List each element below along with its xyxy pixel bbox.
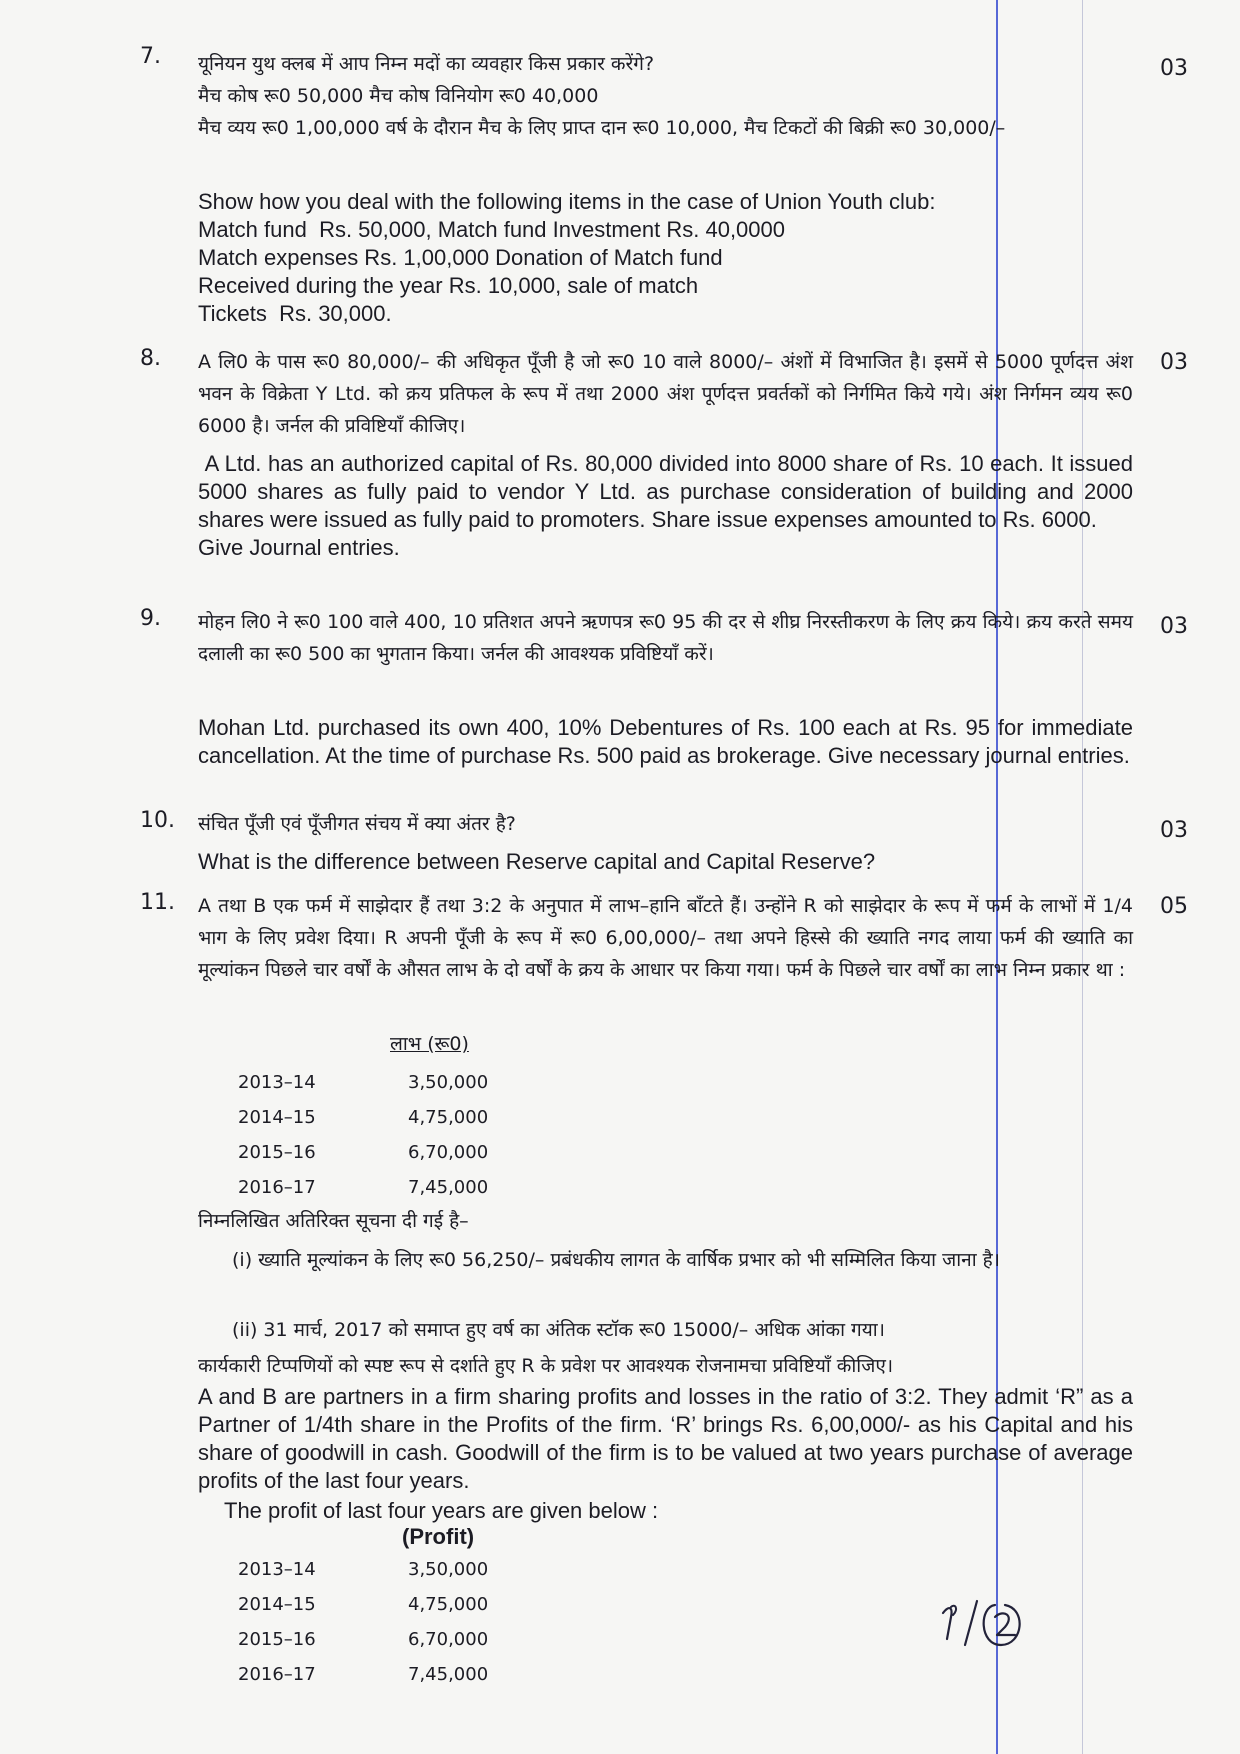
instruction-hindi: कार्यकारी टिप्पणियों को स्पष्ट रूप से दर्शाते हुए R के प्रवेश पर आवश्यक रोजनामचा प्रविष्टियाँ कीजिए। bbox=[198, 1355, 894, 1377]
year-cell: 2015–16 bbox=[238, 1142, 316, 1163]
hindi-line: मैच कोष रू0 50,000 मैच कोष विनियोग रू0 40,000 bbox=[198, 85, 599, 107]
english-line: Match expenses Rs. 1,00,000 Donation of Match fund bbox=[198, 245, 723, 270]
profit-table-header-english: (Profit) bbox=[402, 1524, 475, 1549]
question-number: 7. bbox=[140, 44, 161, 69]
profit-table-english bbox=[238, 1552, 528, 1692]
amount-cell: 7,45,000 bbox=[408, 1177, 489, 1198]
question-marks: 05 bbox=[1160, 894, 1188, 919]
extra-info-note-2: (ii) 31 मार्च, 2017 को समाप्त हुए वर्ष का अंतिक स्टॉक रू0 15000/– अधिक आंका गया। bbox=[232, 1319, 885, 1341]
english-instruction: Give Journal entries. bbox=[198, 535, 400, 560]
english-line: Received during the year Rs. 10,000, sale of match bbox=[198, 273, 699, 298]
question-marks: 03 bbox=[1160, 56, 1188, 81]
question-number: 10. bbox=[140, 808, 175, 833]
table-row bbox=[238, 1100, 528, 1135]
question-text-hindi: संचित पूँजी एवं पूँजीगत संचय में क्या अंतर है? bbox=[198, 813, 516, 835]
year-cell: 2016–17 bbox=[238, 1664, 316, 1685]
english-line: Show how you deal with the following items in the case of Union Youth club: bbox=[198, 189, 936, 214]
amount-cell: 4,75,000 bbox=[408, 1107, 489, 1128]
hindi-line: यूनियन युथ क्लब में आप निम्न मदों का व्यवहार किस प्रकार करेंगे? bbox=[198, 53, 655, 75]
question-text-english bbox=[198, 450, 1140, 562]
table-row bbox=[238, 1587, 528, 1622]
profit-intro-english: The profit of last four years are given below : bbox=[224, 1498, 659, 1523]
amount-cell: 3,50,000 bbox=[408, 1559, 489, 1580]
year-cell: 2016–17 bbox=[238, 1177, 316, 1198]
table-row bbox=[238, 1622, 528, 1657]
year-cell: 2013–14 bbox=[238, 1559, 316, 1580]
table-row bbox=[238, 1065, 528, 1100]
question-text-hindi: मोहन लि0 ने रू0 100 वाले 400, 10 प्रतिशत अपने ऋणपत्र रू0 95 की दर से शीघ्र निरस्तीकरण के लिए क्रय किये। क्रय करते समय दलाली का रू0 500 का भुगतान किया। जर्नल की आवश्यक प्रविष्टियाँ करें। bbox=[198, 611, 1133, 665]
question-text-english: What is the difference between Reserve capital and Capital Reserve? bbox=[198, 849, 876, 874]
extra-info-heading: निम्नलिखित अतिरिक्त सूचना दी गई है– bbox=[198, 1210, 469, 1232]
question-text-english bbox=[198, 188, 1133, 328]
question-text-hindi: A तथा B एक फर्म में साझेदार हैं तथा 3:2 के अनुपात में लाभ–हानि बाँटते हैं। उन्होंने R को साझेदार के रूप में फर्म के लाभों में 1/4 भाग के लिए प्रवेश दिया। R अपनी पूँजी के रूप में रू0 6,00,000/– तथा अपने हिस्से की ख्याति नगद लाया फर्म की ख्याति का मूल्यांकन पिछले चार वर्षों के औसत लाभ के दो वर्षों के क्रय के आधार पर किया गया। फर्म के पिछले चार वर्षों का लाभ निम्न प्रकार था : bbox=[198, 895, 1133, 981]
question-text-hindi bbox=[198, 48, 1133, 144]
amount-cell: 6,70,000 bbox=[408, 1629, 489, 1650]
profit-table-hindi bbox=[238, 1065, 528, 1205]
question-text-english: A and B are partners in a firm sharing profits and losses in the ratio of 3:2. They admit ‘R” as a Partner of 1/4th share in the Profits of the firm. ‘R’ brings Rs. 6,00,000/- as his Capital and his share of goodwill in cash. Goodwill of the firm is to be valued at two years purchase of average profits of the last four years. bbox=[198, 1384, 1133, 1493]
amount-cell: 4,75,000 bbox=[408, 1594, 489, 1615]
table-row bbox=[238, 1170, 528, 1205]
question-number: 11. bbox=[140, 890, 175, 915]
table-row bbox=[238, 1657, 528, 1692]
question-number: 9. bbox=[140, 606, 161, 631]
extra-info-note-1: (i) ख्याति मूल्यांकन के लिए रू0 56,250/– प्रबंधकीय लागत के वार्षिक प्रभार को भी सम्मिलित किया जाना है। bbox=[232, 1249, 1000, 1271]
year-cell: 2014–15 bbox=[238, 1107, 316, 1128]
question-text-hindi: A लि0 के पास रू0 80,000/– की अधिकृत पूँजी है जो रू0 10 वाले 8000/– अंशों में विभाजित है। इसमें से 5000 पूर्णदत्त अंश भवन के विक्रेता Y Ltd. को क्रय प्रतिफल के रूप में तथा 2000 अंश पूर्णदत्त प्रवर्तकों को निर्गमित किये गये। अंश निर्गमन व्यय रू0 6000 है। जर्नल की प्रविष्टियाँ कीजिए। bbox=[198, 351, 1133, 437]
english-line: Match fund Rs. 50,000, Match fund Investment Rs. 40,0000 bbox=[198, 217, 785, 242]
amount-cell: 7,45,000 bbox=[408, 1664, 489, 1685]
year-cell: 2015–16 bbox=[238, 1629, 316, 1650]
english-line: Tickets Rs. 30,000. bbox=[198, 301, 392, 326]
english-paragraph: A Ltd. has an authorized capital of Rs. 80,000 divided into 8000 share of Rs. 10 each. It issued 5000 shares as fully paid to vendor Y Ltd. as purchase consideration of building and 2000 shares were issued as fully paid to promoters. Share issue expenses amounted to Rs. 6000. bbox=[198, 451, 1140, 532]
question-text-english: Mohan Ltd. purchased its own 400, 10% Debentures of Rs. 100 each at Rs. 95 for immediate cancellation. At the time of purchase Rs. 500 paid as brokerage. Give necessary journal entries. bbox=[198, 715, 1133, 768]
year-cell: 2014–15 bbox=[238, 1594, 316, 1615]
hindi-line: मैच व्यय रू0 1,00,000 वर्ष के दौरान मैच के लिए प्राप्त दान रू0 10,000, मैच टिकटों की बिक्री रू0 30,000/– bbox=[198, 117, 1006, 139]
amount-cell: 3,50,000 bbox=[408, 1072, 489, 1093]
amount-cell: 6,70,000 bbox=[408, 1142, 489, 1163]
profit-table-header-hindi: लाभ (रू0) bbox=[390, 1033, 469, 1055]
handwritten-page-mark bbox=[935, 1595, 1035, 1655]
question-marks: 03 bbox=[1160, 818, 1188, 843]
question-number: 8. bbox=[140, 346, 161, 371]
table-row bbox=[238, 1135, 528, 1170]
question-marks: 03 bbox=[1160, 350, 1188, 375]
table-row bbox=[238, 1552, 528, 1587]
year-cell: 2013–14 bbox=[238, 1072, 316, 1093]
question-marks: 03 bbox=[1160, 614, 1188, 639]
